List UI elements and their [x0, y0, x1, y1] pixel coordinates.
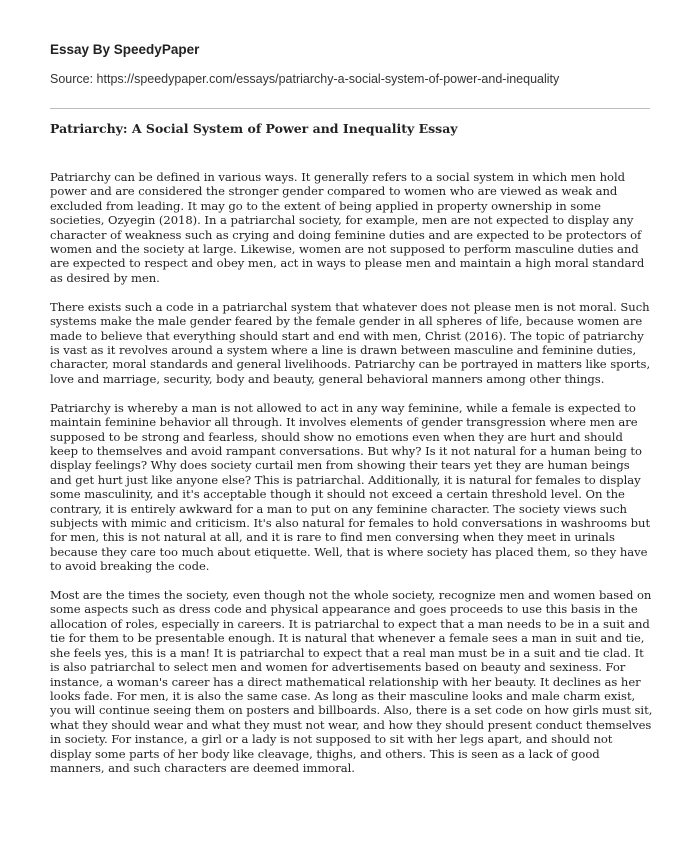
essay-body — [50, 170, 654, 790]
paragraph-4: Most are the times the society, even though not the whole society, recognize men and women based on some aspects such as dress code and physical appearance and goes proceeds to use this basis in the allocation of roles, especially in careers. It is patriarchal to expect that a man needs to be in a suit and tie for them to be presentable enough. It is natural that whenever a female sees a man in suit and tie, she feels yes, this is a man! It is patriarchal to expect that a real man must be in a suit and tie clad. It is also patriarchal to select men and women for advertisements based on beauty and sexiness. For instance, a woman's career has a direct mathematical relationship with her beauty. It declines as her looks fade. For men, it is also the same case. As long as their masculine looks and male charm exist, you will continue seeing them on posters and billboards. Also, there is a set code on how girls must sit, what they should wear and what they must not wear, and how they should present conduct themselves in society. For instance, a girl or a lady is not supposed to sit with her legs apart, and should not display some parts of her body like cleavage, thighs, and others. This is seen as a lack of good manners, and such characters are deemed immoral. — [50, 588, 653, 775]
essay-title: Patriarchy: A Social System of Power and Inequality Essay — [50, 121, 458, 136]
header-divider — [50, 108, 650, 109]
publisher-title: Essay By SpeedyPaper — [50, 42, 200, 57]
paragraph-2: There exists such a code in a patriarchal system that whatever does not please men is not moral. Such systems make the male gender feared by the female gender in all spheres of life, because women are made to believe that everything should start and end with men, Christ (2016). The topic of patriarchy is vast as it revolves around a system where a line is drawn between masculine and feminine duties, character, moral standards and general livelihoods. Patriarchy can be portrayed in matters like sports, love and marriage, security, body and beauty, general behavioral manners among other things. — [50, 299, 651, 386]
source-url: Source: https://speedypaper.com/essays/patriarchy-a-social-system-of-power-and-inequality — [50, 72, 560, 86]
paragraph-3: Patriarchy is whereby a man is not allowed to act in any way feminine, while a female is expected to maintain feminine behavior all through. It involves elements of gender transgression where men are supposed to be strong and fearless, should show no emotions even when they are hurt and should keep to themselves and avoid rampant conversations. But why? Is it not natural for a human being to display feelings? Why does society curtail men from showing their tears yet they are human beings and get hurt just like anyone else? This is patriarchal. Additionally, it is natural for females to display some masculinity, and it's acceptable though it should not exceed a certain threshold level. On the contrary, it is entirely awkward for a man to put on any feminine character. The society views such subjects with mimic and criticism. It's also natural for females to hold conversations in washrooms but for men, this is not natural at all, and it is rare to find men conversing when they meet in urinals because they care too much about etiquette. Well, that is where society has placed them, so they have to avoid breaking the code. — [50, 400, 651, 574]
paragraph-1: Patriarchy can be defined in various ways. It generally refers to a social system in which men hold power and are considered the stronger gender compared to women who are viewed as weak and excluded from leading. It may go to the extent of being applied in property ownership in some societies, Ozyegin (2018). In a patriarchal society, for example, men are not expected to display any character of weakness such as crying and doing feminine duties and are expected to be protectors of women and the society at large. Likewise, women are not supposed to perform masculine duties and are expected to respect and obey men, act in ways to please men and maintain a high moral standard as desired by men. — [50, 170, 645, 285]
